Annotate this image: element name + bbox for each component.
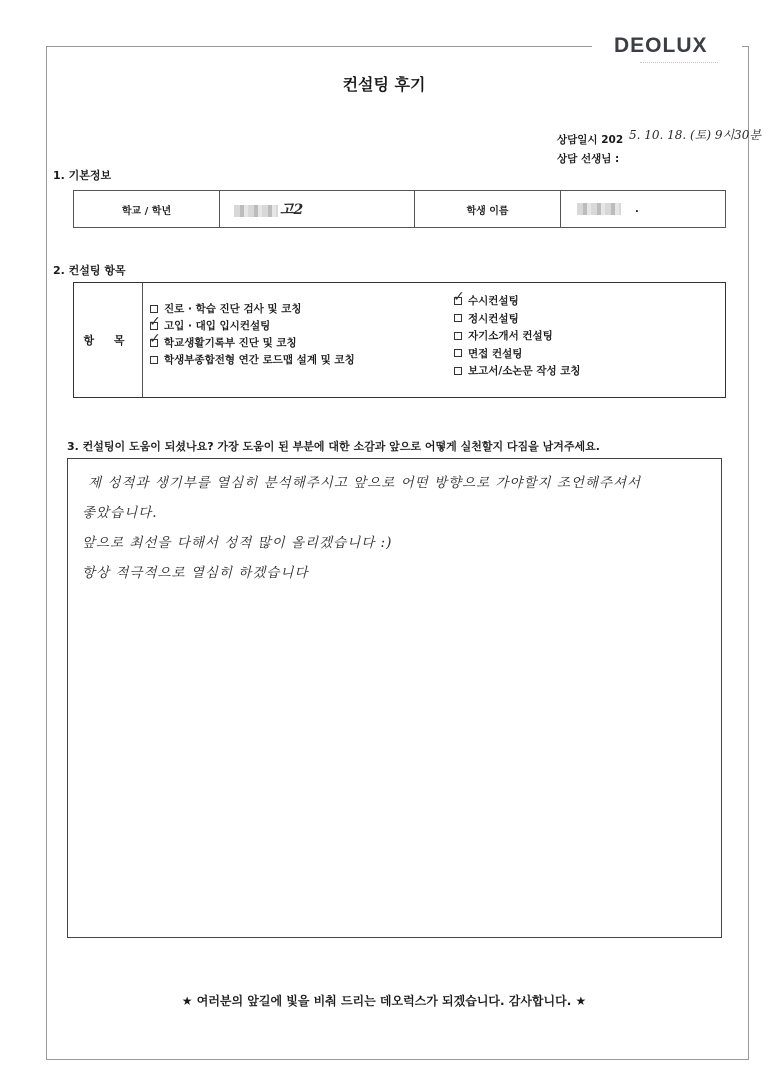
consulting-option-label: 학생부종합전형 연간 로드맵 설계 및 코칭 (164, 354, 355, 366)
checked-checkbox[interactable] (149, 330, 161, 347)
consulting-option-label: 보고서/소논문 작성 코칭 (468, 365, 581, 377)
checkbox[interactable] (454, 314, 462, 322)
items-head-label: 항 목 (74, 283, 143, 397)
school-grade-value: 고2 (220, 191, 415, 228)
consulting-option[interactable] (150, 352, 355, 367)
section-basic-info-label: 1. 기본정보 (53, 169, 112, 182)
consulting-option-label: 수시컨설팅 (468, 295, 519, 307)
consulting-option-label: 학교생활기록부 진단 및 코칭 (164, 337, 297, 349)
consulting-option-label: 진로 · 학습 진단 검사 및 코칭 (164, 303, 302, 315)
handwritten-answer-line: 항상 적극적으로 열심히 하겠습니다 (82, 565, 309, 581)
page-title: 컨설팅 후기 (342, 75, 426, 94)
consulting-option[interactable] (454, 346, 522, 361)
consulting-option[interactable] (453, 288, 519, 308)
checkbox[interactable] (454, 367, 462, 375)
consulting-option-label: 정시컨설팅 (468, 312, 519, 325)
redacted-school-name (234, 205, 278, 217)
consulting-option-label: 면접 컨설팅 (468, 347, 523, 360)
consulting-option[interactable] (149, 330, 297, 350)
consult-date-handwritten: 5. 10. 18. (토) 9시30분 (629, 128, 761, 142)
basic-info-table (73, 190, 726, 228)
checkbox[interactable] (454, 332, 462, 340)
handwritten-check-mark: ✓ (453, 288, 465, 305)
feedback-question: 3. 컨설팅이 도움이 되셨나요? 가장 도움이 된 부분에 대한 소감과 앞으로 어떻게 실천할지 다짐을 남겨주세요. (67, 440, 600, 453)
consulting-option[interactable] (150, 301, 302, 316)
consulting-option[interactable] (454, 311, 519, 326)
checkbox[interactable] (150, 305, 158, 313)
consulting-option[interactable] (149, 313, 271, 333)
handwritten-answer-line: 제 성적과 생기부를 열심히 분석해주시고 앞으로 어떤 방향으로 가야할지 조언해주셔서 (88, 475, 642, 491)
checked-checkbox[interactable] (149, 313, 161, 330)
handwritten-answer-line: 좋았습니다. (82, 505, 158, 521)
consulting-option[interactable] (454, 328, 553, 343)
consulting-option[interactable] (454, 363, 581, 378)
teacher-label: 상담 선생님 : (557, 153, 620, 165)
deolux-logo: DEOLUX (614, 34, 708, 57)
consult-date-label: 상담일시 202 (557, 134, 624, 146)
checkbox[interactable] (150, 356, 158, 364)
school-grade-label: 학교 / 학년 (74, 191, 220, 228)
consulting-items-box (73, 282, 726, 398)
footer-message: ★ 여러분의 앞길에 빛을 비춰 드리는 데오럭스가 되겠습니다. 감사합니다. ★ (181, 994, 587, 1008)
logo-tagline-mark (640, 62, 718, 67)
consulting-option-label: 자기소개서 컨설팅 (468, 330, 553, 342)
handwritten-check-mark: ✓ (149, 330, 161, 347)
consulting-option-label: 고입 · 대입 입시컨설팅 (164, 320, 271, 332)
student-name-value: . (561, 191, 726, 228)
student-name-label: 학생 이름 (415, 191, 561, 228)
feedback-answer-box[interactable] (67, 458, 722, 938)
handwritten-check-mark: ✓ (149, 313, 161, 330)
section-consulting-items-label: 2. 컨설팅 항목 (53, 264, 126, 277)
handwritten-answer-line: 앞으로 최선을 다해서 성적 많이 올리겠습니다 :) (82, 535, 393, 551)
redacted-student-name (577, 203, 621, 215)
checkbox[interactable] (454, 349, 462, 357)
checked-checkbox[interactable] (453, 288, 465, 305)
